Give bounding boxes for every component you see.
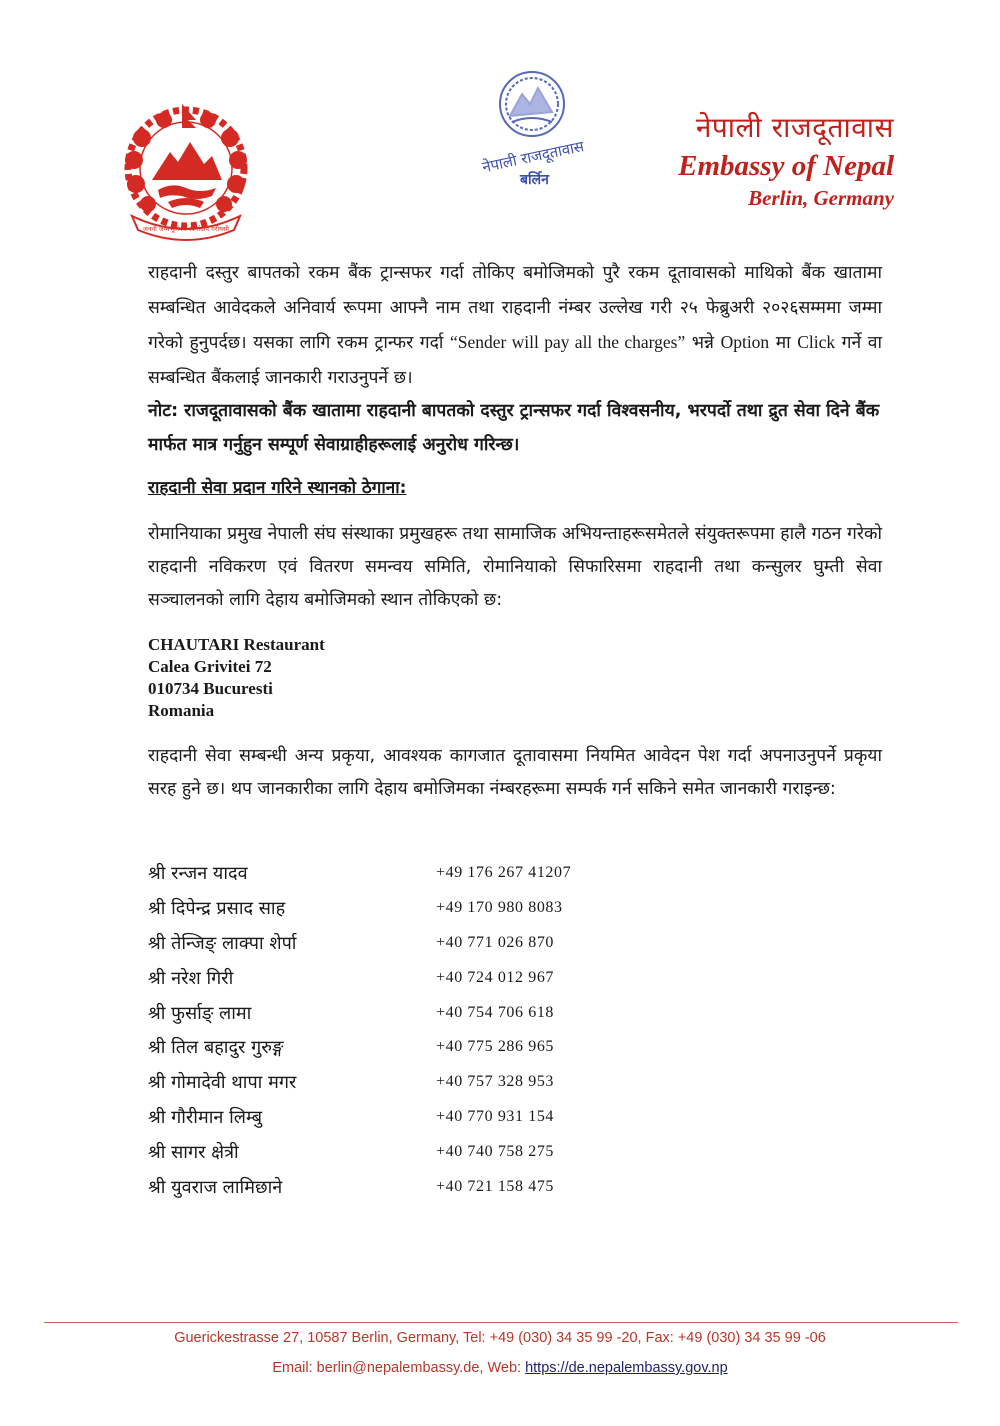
bank-note: नोट: राजदूतावासको बैंक खातामा राहदानी बापतको दस्तुर ट्रान्सफर गर्दा विश्वसनीय, भरपर्दो तथा द्रुत सेवा दिने बैंक मार्फत मात्र गर्नुहुन सम्पूर्ण सेवाग्राहीहरूलाई अनुरोध गरिन्छ। bbox=[148, 401, 880, 455]
contact-name: श्री गौरीमान लिम्बु bbox=[148, 1106, 263, 1128]
embassy-seal-icon bbox=[476, 64, 596, 194]
contact-info-paragraph: राहदानी सेवा सम्बन्धी अन्य प्रकृया, आवश्यक कागजात दूतावासमा नियमित आवेदन पेश गर्दा अपनाउनुपर्ने प्रकृया सरह हुने छ। थप जानकारीका लागि देहाय बमोजिमका नंम्बरहरूमा सम्पर्क गर्न सकिने समेत जानकारी गराइन्छ: bbox=[148, 746, 882, 799]
contact-name: श्री रन्जन यादव bbox=[148, 863, 248, 885]
address-line: CHAUTARI Restaurant bbox=[148, 635, 325, 654]
contact-list bbox=[148, 856, 708, 1204]
letterhead bbox=[678, 108, 894, 212]
contact-name: श्री फुर्साङ् लामा bbox=[148, 1002, 252, 1024]
venue-address bbox=[148, 634, 882, 722]
contact-row bbox=[148, 856, 708, 891]
contact-phone: +40 757 328 953 bbox=[436, 1073, 555, 1091]
contact-row bbox=[148, 926, 708, 961]
address-line: Romania bbox=[148, 701, 215, 720]
address-line: Calea Grivitei 72 bbox=[148, 657, 272, 676]
contact-name: श्री युवराज लामिछाने bbox=[148, 1176, 283, 1198]
contact-row bbox=[148, 891, 708, 926]
svg-text:बर्लिन: बर्लिन bbox=[520, 172, 549, 188]
click-word: Click bbox=[797, 332, 836, 352]
svg-text:जननी जन्मभूमिश्च स्वर्गादपि गर: जननी जन्मभूमिश्च स्वर्गादपि गरीयसी bbox=[143, 225, 229, 233]
contact-name: श्री नरेश गिरी bbox=[148, 967, 234, 989]
contact-row bbox=[148, 1100, 708, 1135]
embassy-name-english: Embassy of Nepal bbox=[678, 150, 894, 182]
contact-phone: +49 170 980 8083 bbox=[436, 899, 563, 917]
contact-name: श्री तेन्जिङ् लाक्पा शेर्पा bbox=[148, 932, 297, 954]
option-word: Option bbox=[720, 332, 770, 352]
footer-contact bbox=[0, 1360, 1000, 1376]
venue-heading: राहदानी सेवा प्रदान गरिने स्थानको ठेगाना: bbox=[148, 478, 407, 498]
payment-instructions-paragraph bbox=[148, 256, 882, 395]
svg-text:नेपाली राजदूतावास: नेपाली राजदूतावास bbox=[480, 137, 586, 177]
footer-address: Guerickestrasse 27, 10587 Berlin, Germany, Tel: +49 (030) 34 35 99 -20, Fax: +49 (030) 34 35 99 -06 bbox=[174, 1330, 826, 1346]
contact-row bbox=[148, 1065, 708, 1100]
paragraph-text: मा bbox=[769, 333, 798, 353]
contact-phone: +40 771 026 870 bbox=[436, 933, 555, 951]
contact-phone: +40 775 286 965 bbox=[436, 1038, 555, 1056]
sender-pays-quote: “Sender will pay all the charges” bbox=[449, 332, 686, 352]
embassy-name-nepali: नेपाली राजदूतावास bbox=[695, 111, 894, 144]
contact-phone: +40 721 158 475 bbox=[436, 1177, 555, 1195]
footer-email: Email: berlin@nepalembassy.de, Web: bbox=[272, 1360, 526, 1376]
contact-phone: +40 754 706 618 bbox=[436, 1003, 555, 1021]
contact-name: श्री तिल बहादुर गुरुङ्ग bbox=[148, 1037, 284, 1059]
venue-paragraph: रोमानियाका प्रमुख नेपाली संघ संस्थाका प्रमुखहरू तथा सामाजिक अभियन्ताहरूसमेतले संयुक्तरूपमा हालै गठन गरेको राहदानी नविकरण एवं वितरण समन्वय समिति, रोमानियाको सिफारिसमा राहदानी तथा कन्सुलर घुम्ती सेवा सञ्चालनको लागि देहाय बमोजिमको स्थान तोकिएको छ: bbox=[148, 524, 882, 610]
contact-phone: +40 724 012 967 bbox=[436, 968, 555, 986]
embassy-city: Berlin, Germany bbox=[748, 186, 894, 210]
website-link[interactable]: https://de.nepalembassy.gov.np bbox=[525, 1360, 728, 1376]
contact-name: श्री दिपेन्द्र प्रसाद साह bbox=[148, 898, 286, 920]
contact-row bbox=[148, 1169, 708, 1204]
nepal-coat-of-arms-icon bbox=[112, 98, 260, 246]
contact-phone: +40 740 758 275 bbox=[436, 1142, 555, 1160]
paragraph-text: भन्ने bbox=[685, 333, 721, 353]
address-line: 010734 Bucuresti bbox=[148, 679, 273, 698]
paragraph-text: राहदानी दस्तुर बापतको रकम बैंक ट्रान्सफर गर्दा तोकिए बमोजिमको पुरै रकम दूतावासको माथिको बैंक खातामा सम्बन्धित आवेदकले अनिवार्य रूपमा आफ्नै नाम तथा राहदानी नंम्बर उल्लेख गरी २५ फेब्रुअरी २०२६सम्ममा जम्मा गरेको हुनुपर्दछ। यसका लागि रकम ट्रान्फर गर्दा bbox=[148, 263, 882, 353]
contact-phone: +49 176 267 41207 bbox=[436, 864, 572, 882]
paragraph-text: गर्ने वा सम्बन्धित बैंकलाई जानकारी गराउनुपर्ने छ। bbox=[148, 333, 883, 388]
contact-row bbox=[148, 960, 708, 995]
contact-name: श्री सागर क्षेत्री bbox=[148, 1141, 239, 1163]
contact-row bbox=[148, 1030, 708, 1065]
contact-row bbox=[148, 995, 708, 1030]
contact-phone: +40 770 931 154 bbox=[436, 1107, 555, 1125]
contact-row bbox=[148, 1134, 708, 1169]
footer-divider bbox=[44, 1322, 958, 1323]
contact-name: श्री गोमादेवी थापा मगर bbox=[148, 1072, 297, 1094]
